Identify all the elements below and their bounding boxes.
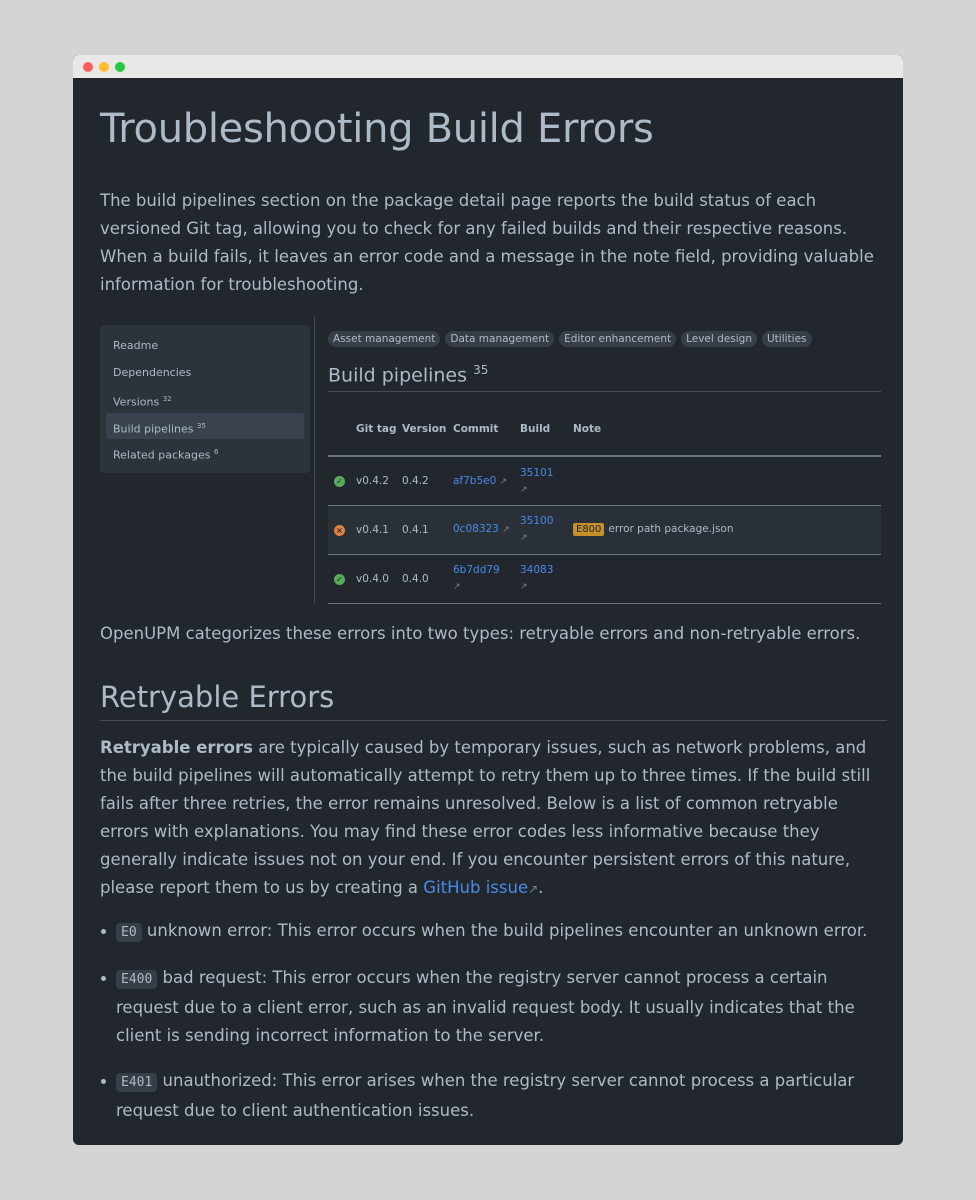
- tag-utilities[interactable]: Utilities: [762, 331, 812, 347]
- tag-asset-management[interactable]: Asset management: [328, 331, 440, 347]
- build-table: [328, 402, 881, 604]
- error-list: [100, 917, 887, 1125]
- table-row: [328, 505, 881, 554]
- check-circle-icon: ✓: [334, 476, 345, 487]
- x-circle-icon: ×: [334, 525, 345, 536]
- version-cell: 0.4.1: [402, 505, 453, 554]
- sidebar-item-related-packages[interactable]: Related packages $^6$: [113, 448, 219, 462]
- commit-link[interactable]: 6b7dd79: [453, 564, 500, 577]
- table-row: [328, 456, 881, 505]
- list-item: E400 bad request: This error occurs when the registry server cannot process a certain request due to a client error, such as an invalid request body. It usually indicates that the client is sending incorrect information to the server.: [116, 964, 887, 1050]
- note-cell: E800 error path package.json: [573, 505, 881, 554]
- external-link-icon: ↗: [502, 525, 510, 536]
- build-link[interactable]: 35100: [520, 515, 554, 528]
- sidebar-item-readme[interactable]: Readme: [113, 339, 159, 352]
- commit-link[interactable]: af7b5e0: [453, 474, 497, 487]
- version-header: Version: [402, 402, 453, 456]
- list-item: E401 unauthorized: This error arises when the registry server cannot process a particular request due to client authentication issues.: [116, 1067, 887, 1125]
- error-code: E0: [116, 923, 142, 942]
- tag-data-management[interactable]: Data management: [445, 331, 554, 347]
- build-pipelines-screenshot: [100, 317, 887, 607]
- build-link[interactable]: 34083: [520, 564, 554, 577]
- package-sidebar: [100, 325, 310, 473]
- divider: [314, 317, 315, 603]
- external-link-icon: ↗: [520, 533, 528, 544]
- git-tag-cell: v0.4.0: [356, 554, 402, 603]
- close-window-button[interactable]: [83, 62, 93, 72]
- table-row: [328, 554, 881, 603]
- commit-header: Commit: [453, 402, 520, 456]
- status-header: [328, 402, 356, 456]
- git-tag-cell: v0.4.1: [356, 505, 402, 554]
- git-tag-cell: v0.4.2: [356, 456, 402, 505]
- intro-paragraph: The build pipelines section on the package detail page reports the build status of each versioned Git tag, allowing you to check for any failed builds and their respective reasons. When a build fails, it leaves an error code and a message in the note field, providing valuable information for troubleshooting.: [100, 191, 874, 294]
- build-header: Build: [520, 402, 573, 456]
- build-link[interactable]: 35101: [520, 466, 554, 479]
- build-pipelines-heading: Build pipelines $^{35}$: [328, 356, 881, 392]
- version-cell: 0.4.2: [402, 456, 453, 505]
- minimize-window-button[interactable]: [99, 62, 109, 72]
- sidebar-item-versions[interactable]: Versions $^{32}$: [113, 395, 172, 409]
- sidebar-item-dependencies[interactable]: Dependencies: [113, 365, 192, 379]
- section-heading-retryable: Retryable Errors: [100, 680, 887, 721]
- tag-editor-enhancement[interactable]: Editor enhancement: [559, 331, 676, 347]
- git-tag-header: Git tag: [356, 402, 402, 456]
- build-pipelines-panel: [328, 331, 881, 604]
- maximize-window-button[interactable]: [115, 62, 125, 72]
- external-link-icon: ↗: [499, 476, 508, 487]
- retryable-paragraph: Retryable errors are typically caused by temporary issues, such as network problems, and the build pipelines will automatically attempt to retry them up to three times. If the build still fails after three retries, the error remains unresolved. Below is a list of common retryable errors with explanations. You may find these error codes less informative because they generally indicate issues not on your end. If you encounter persistent errors of this nature, please report them to us by creating a GitHub issue↗.: [100, 738, 871, 897]
- github-issue-link[interactable]: GitHub issue↗: [423, 878, 539, 897]
- categorize-paragraph: OpenUPM categorizes these errors into two types: retryable errors and non-retryable errors.: [100, 624, 861, 643]
- note-cell: [573, 456, 881, 505]
- browser-window: [73, 55, 903, 1145]
- note-cell: [573, 554, 881, 603]
- page-title: Troubleshooting Build Errors: [100, 106, 654, 152]
- external-link-icon: ↗: [528, 882, 539, 896]
- article: [73, 104, 903, 1125]
- commit-link[interactable]: 0c08323: [453, 523, 499, 536]
- check-circle-icon: ✓: [334, 574, 345, 585]
- external-link-icon: ↗: [453, 582, 461, 593]
- list-item: E0 unknown error: This error occurs when the build pipelines encounter an unknown error.: [116, 917, 887, 947]
- sidebar-item-build-pipelines[interactable]: Build pipelines $^{35}$: [106, 413, 304, 440]
- error-code-badge: E800: [573, 523, 604, 536]
- tag-level-design[interactable]: Level design: [681, 331, 757, 347]
- window-titlebar: [73, 55, 903, 78]
- error-code: E401: [116, 1073, 157, 1092]
- topic-tags: [328, 331, 881, 347]
- error-code: E400: [116, 970, 157, 989]
- external-link-icon: ↗: [520, 484, 528, 495]
- version-cell: 0.4.0: [402, 554, 453, 603]
- external-link-icon: ↗: [520, 582, 528, 593]
- note-header: Note: [573, 402, 881, 456]
